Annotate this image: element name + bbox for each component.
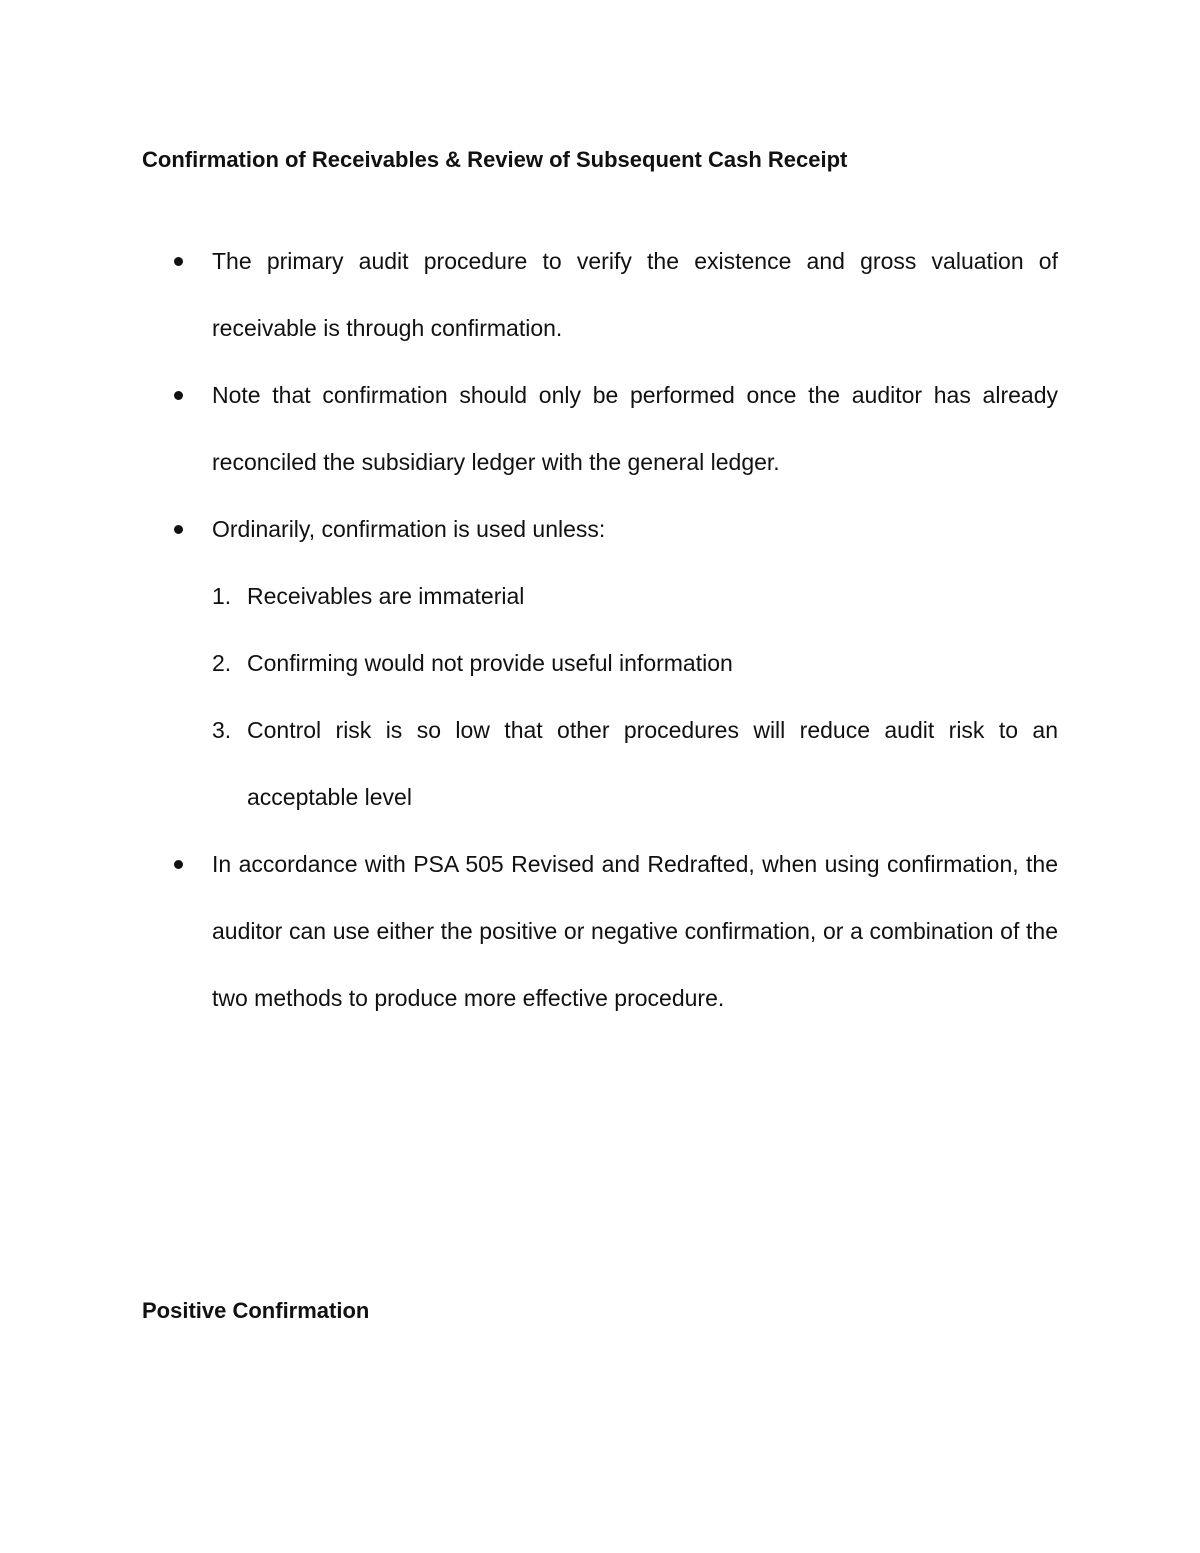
subsection-title: Positive Confirmation	[142, 1298, 370, 1323]
numbered-item-1	[142, 563, 1058, 630]
section-body	[142, 228, 1058, 1032]
numbered-marker: 1.	[212, 583, 232, 609]
numbered-marker: 3.	[212, 717, 232, 743]
bullet-text-2: Note that confirmation should only be performed once the auditor has already reconciled the subsidiary ledger with the general ledger.	[212, 382, 1058, 475]
bullet-text-4: In accordance with PSA 505 Revised and Redrafted, when using confirmation, the auditor can use either the positive or negative confirmation, or a combination of the two methods to produce more effective procedure.	[212, 851, 1058, 1011]
bullet-text-1: The primary audit procedure to verify the existence and gross valuation of receivable is through confirmation.	[212, 248, 1058, 341]
numbered-list	[142, 563, 1058, 831]
bullet-icon	[174, 525, 183, 534]
numbered-item-3	[142, 697, 1058, 831]
numbered-text-1: Receivables are immaterial	[247, 583, 525, 609]
bullet-item-4	[142, 831, 1058, 1032]
bullet-item-3	[142, 496, 1058, 563]
bullet-item-1	[142, 228, 1058, 362]
numbered-text-3: Control risk is so low that other procedures will reduce audit risk to an acceptable level	[247, 717, 1058, 810]
numbered-item-2	[142, 630, 1058, 697]
numbered-marker: 2.	[212, 650, 232, 676]
bullet-icon	[174, 860, 183, 869]
bullet-text-3: Ordinarily, confirmation is used unless:	[212, 516, 606, 542]
bullet-icon	[174, 257, 183, 266]
bullet-icon	[174, 391, 183, 400]
numbered-text-2: Confirming would not provide useful information	[247, 650, 733, 676]
section-title: Confirmation of Receivables & Review of Subsequent Cash Receipt	[142, 147, 848, 172]
bullet-item-2	[142, 362, 1058, 496]
